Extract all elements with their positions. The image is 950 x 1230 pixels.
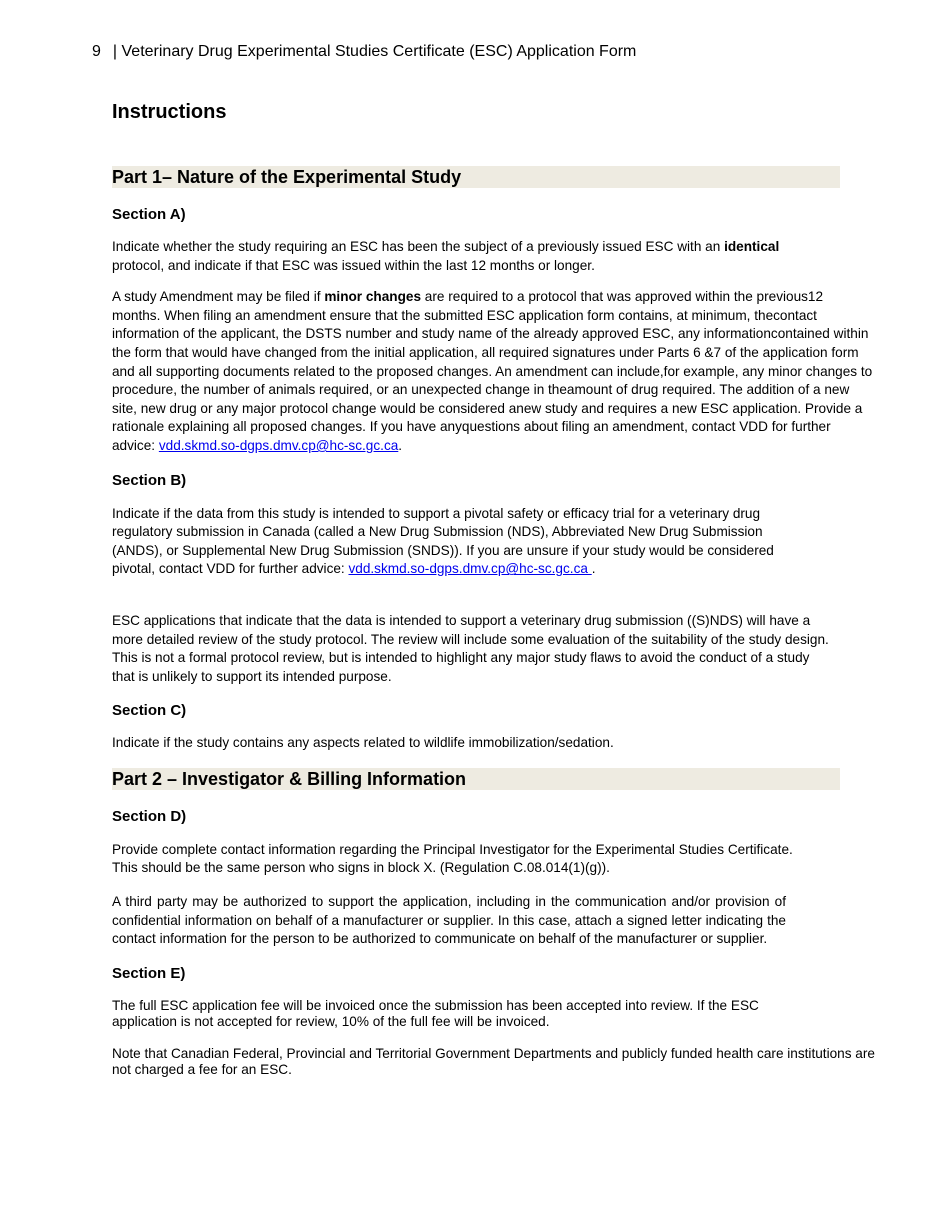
section-e-heading: Section E) [112, 964, 186, 982]
text-run: . [591, 561, 596, 577]
page-number: 9 [92, 43, 101, 60]
section-a-paragraph-2 [112, 288, 874, 455]
section-b-paragraph-1 [112, 505, 812, 579]
vdd-email-link[interactable]: vdd.skmd.so-dgps.dmv.cp@hc-sc.gc.ca [158, 437, 399, 453]
section-e-paragraph-2: Note that Canadian Federal, Provincial and Territorial Government Departments and publicly funded health care institutions are not charged a fee for an ESC. [112, 1045, 875, 1077]
section-d-heading: Section D) [112, 807, 187, 825]
section-a-paragraph-1 [112, 238, 812, 275]
section-c-paragraph-1: Indicate if the study contains any aspects related to wildlife immobilization/sedation. [112, 735, 614, 751]
section-c-heading: Section C) [112, 702, 187, 720]
section-a-heading: Section A) [112, 206, 186, 223]
text-run: protocol, and indicate if that ESC was issued within the last 12 months or longer. [112, 257, 595, 273]
text-run: A study Amendment may be filed if [112, 289, 325, 305]
section-e-paragraph-1: The full ESC application fee will be invoiced once the submission has been accepted into review. If the ESC application is not accepted for review, 10% of the full fee will be invoiced. [112, 997, 759, 1029]
text-run: Indicate whether the study requiring an ESC has been the subject of a previously issued ESC with an [112, 239, 725, 254]
part1-heading: Part 1– Nature of the Experimental Study [112, 166, 840, 188]
section-b-heading: Section B) [112, 471, 187, 489]
section-d-paragraph-2: A third party may be authorized to support the application, including in the communication and/or provision of confidential information on behalf of a manufacturer or supplier. In this case, attach a signed letter indicating the contact information for the person to be authorized to communicate on behalf of the manufacturer or supplier. [112, 894, 786, 947]
section-d-paragraph-1: Provide complete contact information regarding the Principal Investigator for the Experimental Studies Certificate. This should be the same person who signs in block X. (Regulation C.08.014(1)(g)). [112, 841, 793, 876]
text-run: Indicate if the data from this study is intended to support a pivotal safety or efficacy trial for a veterinary drug regulatory submission in Canada (called a New Drug Submission (NDS), Abbreviated New Drug Submission (ANDS), or Supplemental New Drug Submission (SNDS)). If you are unsure if your study would be considered pivotal, contact VDD for further advice: [112, 505, 774, 577]
bold-text: minor changes [324, 289, 422, 305]
instructions-heading: Instructions [112, 101, 227, 123]
page-header [92, 43, 636, 61]
text-run: are required to a protocol that was approved within the previous12 months. When filing an amendment ensure that the submitted ESC application form contains, at minimum, thecontact information of the applicant, the DSTS number and study name of the already approved ESC, any informationcontained within the form that would have changed from the initial application, all required signatures under Parts 6 &7 of the application form and all supporting documents related to the proposed changes. An amendment can include,for example, any minor changes to procedure, the number of animals required, or an unexpected change in theamount of drug required. The addition of a new site, new drug or any major protocol change would be considered anew study and requires a new ESC application. Provide a rationale explaining all proposed changes. If you have anyquestions about filing an amendment, contact VDD for further advice: [112, 289, 873, 453]
part2-heading: Part 2 – Investigator & Billing Information [112, 768, 840, 790]
text-run: . [398, 437, 403, 453]
page-content [112, 99, 875, 1078]
vdd-email-link[interactable]: vdd.skmd.so-dgps.dmv.cp@hc-sc.gc.ca [348, 561, 592, 577]
bold-text: identical [724, 239, 780, 254]
section-b-paragraph-2: ESC applications that indicate that the data is intended to support a veterinary drug submission ((S)NDS) will have a more detailed review of the study protocol. The review will include some evaluation of the suitability of the study design. This is not a formal protocol review, but is intended to highlight any major study flaws to avoid the conduct of a study that is unlikely to support its intended purpose. [112, 612, 829, 684]
document-title: | Veterinary Drug Experimental Studies Certificate (ESC) Application Form [112, 43, 637, 60]
